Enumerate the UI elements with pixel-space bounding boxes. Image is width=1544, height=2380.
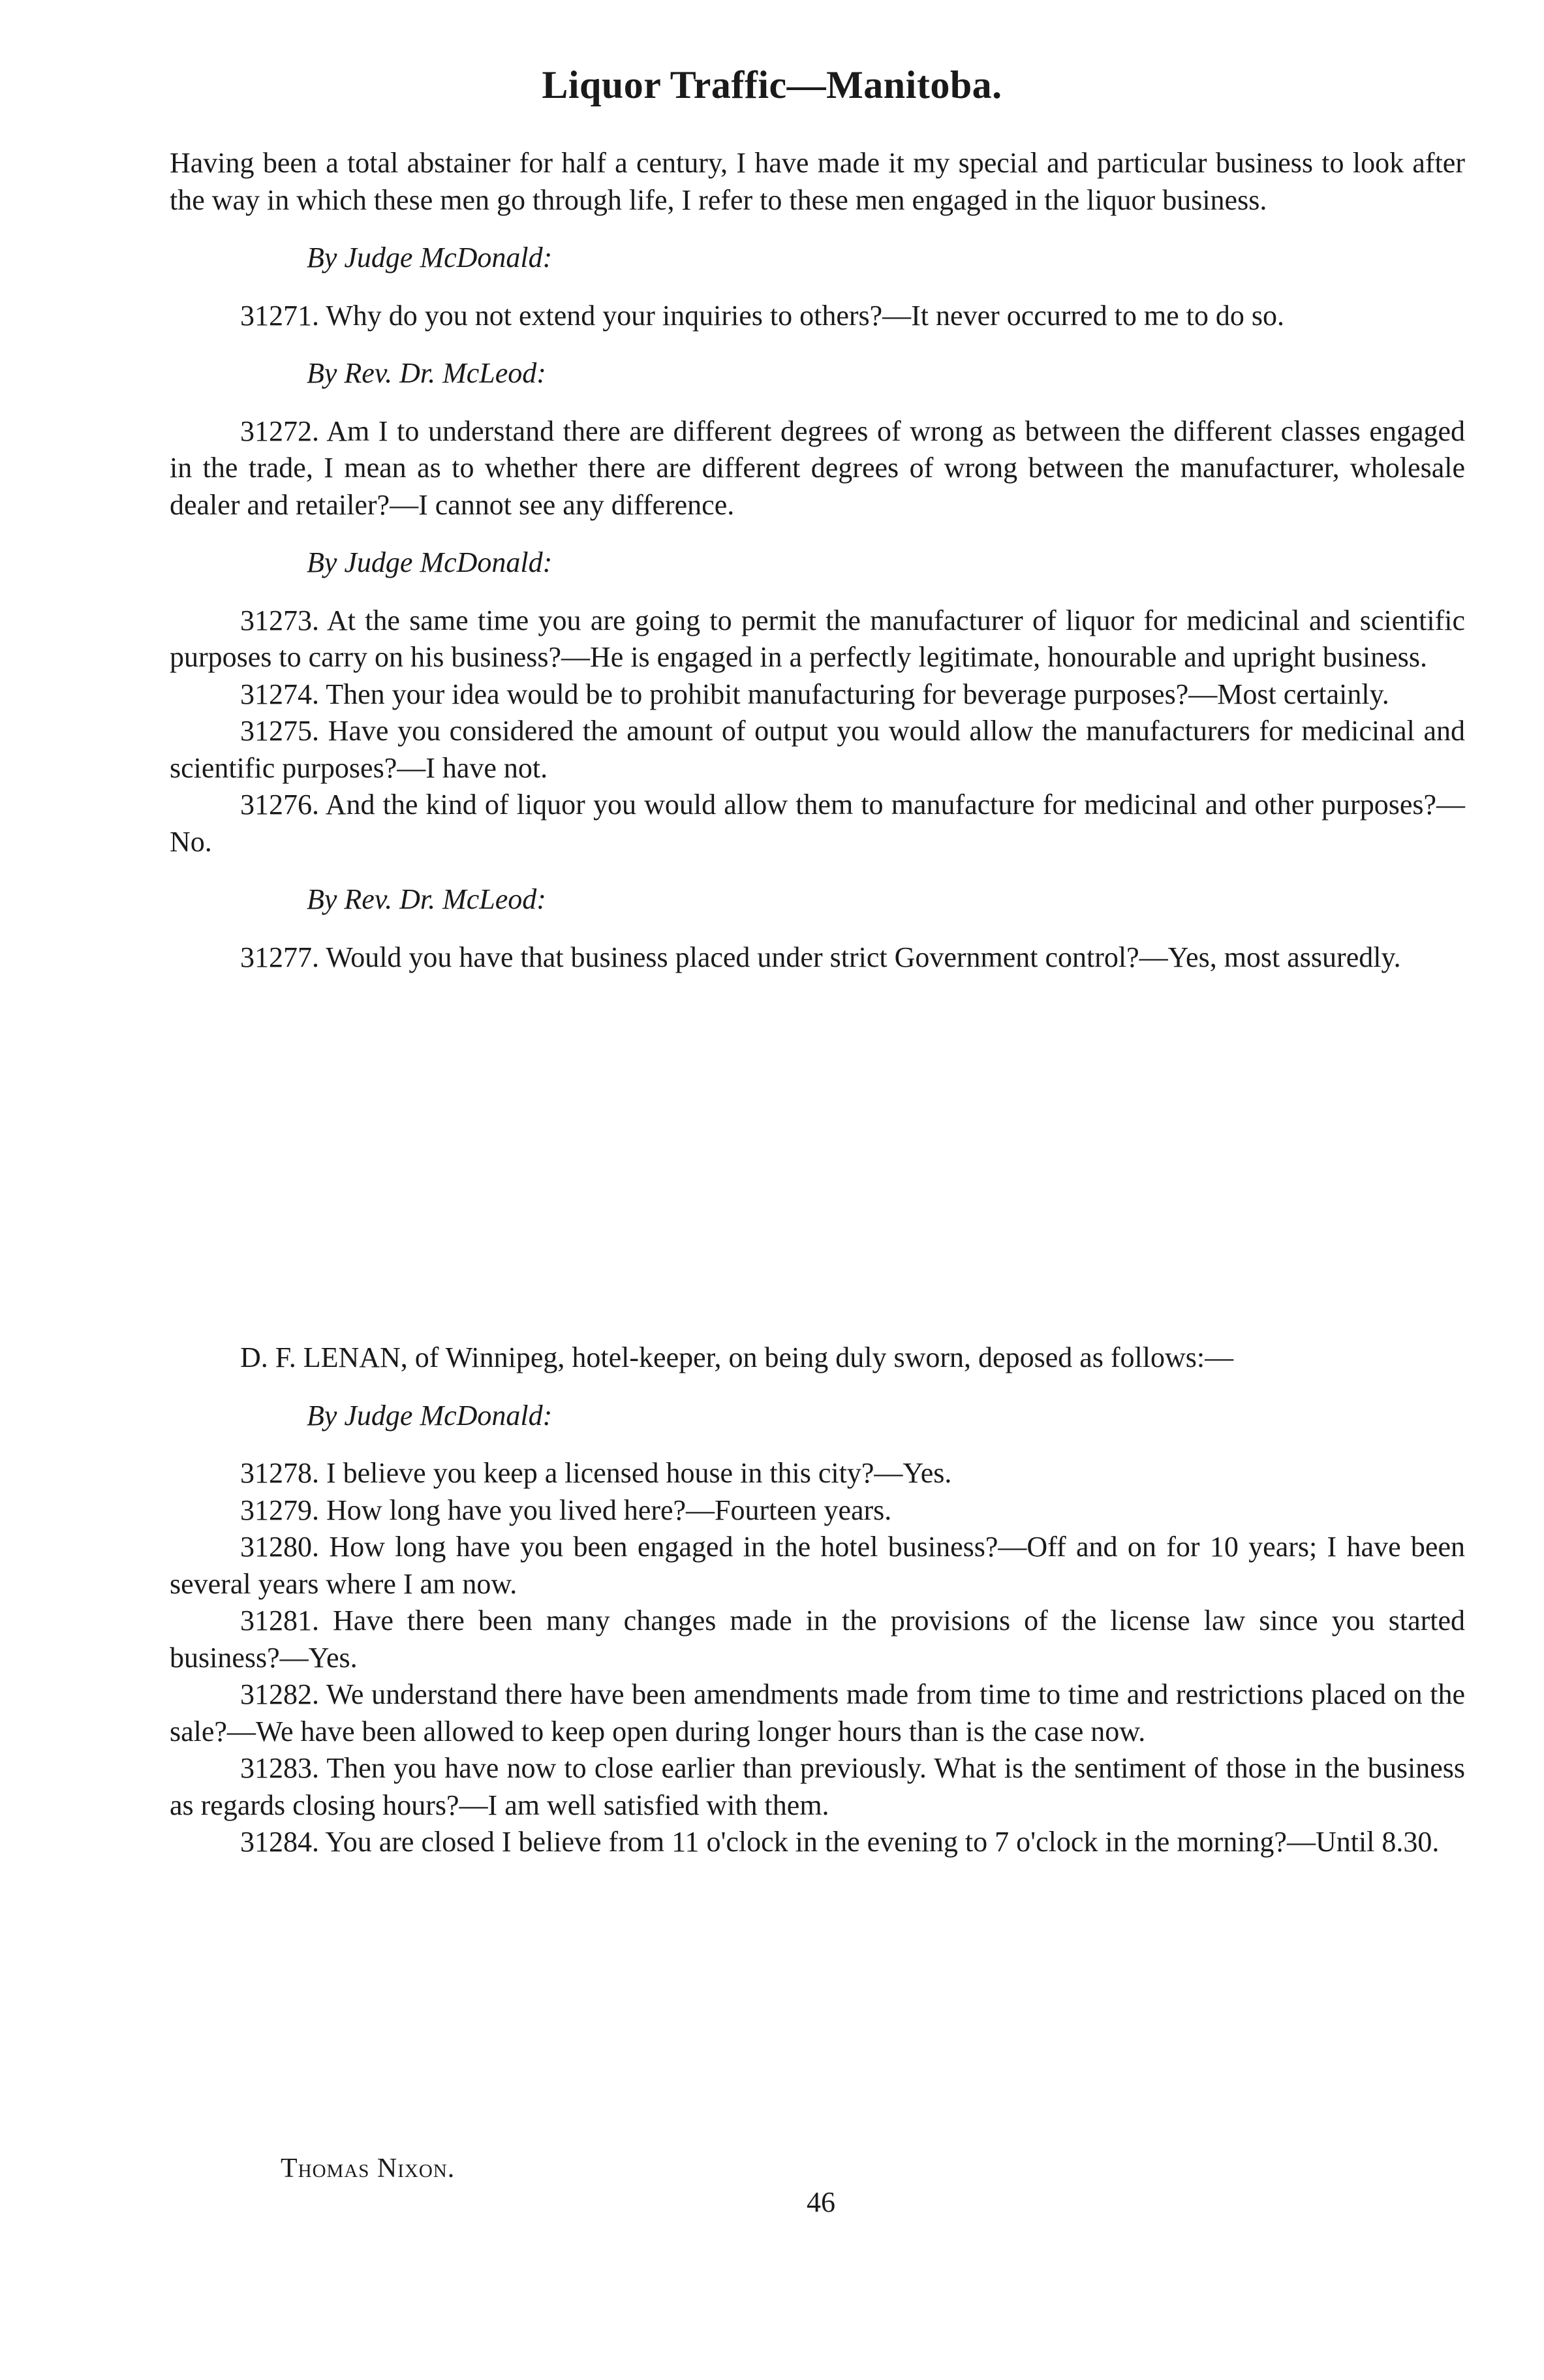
- question-31282: 31282. We understand there have been amendments made from time to time and restrictions placed on the sale?—We have been allowed to keep open during longer hours than is the case now.: [170, 1678, 1465, 1747]
- question-31279: 31279. How long have you lived here?—Fourteen years.: [240, 1494, 892, 1526]
- speaker-heading: By Judge McDonald:: [307, 1399, 553, 1432]
- question-31272: 31272. Am I to understand there are different degrees of wrong as between the different classes engaged in the trade, I mean as to whether there are different degrees of wrong between the manufacturer, wholesale dealer and retailer?—I cannot see any difference.: [170, 415, 1465, 521]
- question-31274: 31274. Then your idea would be to prohibit manufacturing for beverage purposes?—Most certainly.: [240, 678, 1389, 710]
- speaker-heading: By Rev. Dr. McLeod:: [307, 883, 546, 915]
- question-31276: 31276. And the kind of liquor you would allow them to manufacture for medicinal and other purposes?—No.: [170, 789, 1465, 858]
- speaker-heading: By Judge McDonald:: [307, 546, 553, 578]
- question-31273: 31273. At the same time you are going to permit the manufacturer of liquor for medicinal and scientific purposes to carry on his business?—He is engaged in a perfectly legitimate, honourable and upright business.: [170, 604, 1465, 673]
- witness-intro: D. F. LENAN, of Winnipeg, hotel-keeper, on being duly sworn, deposed as follows:—: [240, 1341, 1234, 1373]
- page-number: 46: [807, 2186, 835, 2218]
- testimony-section-1: [170, 145, 1465, 976]
- speaker-heading: By Rev. Dr. McLeod:: [307, 357, 546, 389]
- question-31277: 31277. Would you have that business placed under strict Government control?—Yes, most assuredly.: [240, 941, 1401, 973]
- question-31278: 31278. I believe you keep a licensed house in this city?—Yes.: [240, 1457, 952, 1489]
- intro-paragraph: Having been a total abstainer for half a century, I have made it my special and particular business to look after the way in which these men go through life, I refer to these men engaged in the liquor business.: [170, 147, 1465, 216]
- question-31281: 31281. Have there been many changes made in the provisions of the license law since you started business?—Yes.: [170, 1605, 1465, 1674]
- question-31275: 31275. Have you considered the amount of output you would allow the manufacturers for medicinal and scientific purposes?—I have not.: [170, 715, 1465, 784]
- speaker-heading: By Judge McDonald:: [307, 242, 553, 274]
- page-title: Liquor Traffic—Manitoba.: [542, 63, 1002, 106]
- question-31283: 31283. Then you have now to close earlier than previously. What is the sentiment of those in the business as regards closing hours?—I am well satisfied with them.: [170, 1752, 1465, 1821]
- question-31271: 31271. Why do you not extend your inquiries to others?—It never occurred to me to do so.: [240, 299, 1284, 332]
- signature: Thomas Nixon.: [281, 2153, 455, 2184]
- testimony-section-2: [170, 1339, 1465, 1861]
- question-31284: 31284. You are closed I believe from 11 o'clock in the evening to 7 o'clock in the morning?—Until 8.30.: [240, 1826, 1440, 1858]
- question-31280: 31280. How long have you been engaged in the hotel business?—Off and on for 10 years; I have been several years where I am now.: [170, 1531, 1465, 1600]
